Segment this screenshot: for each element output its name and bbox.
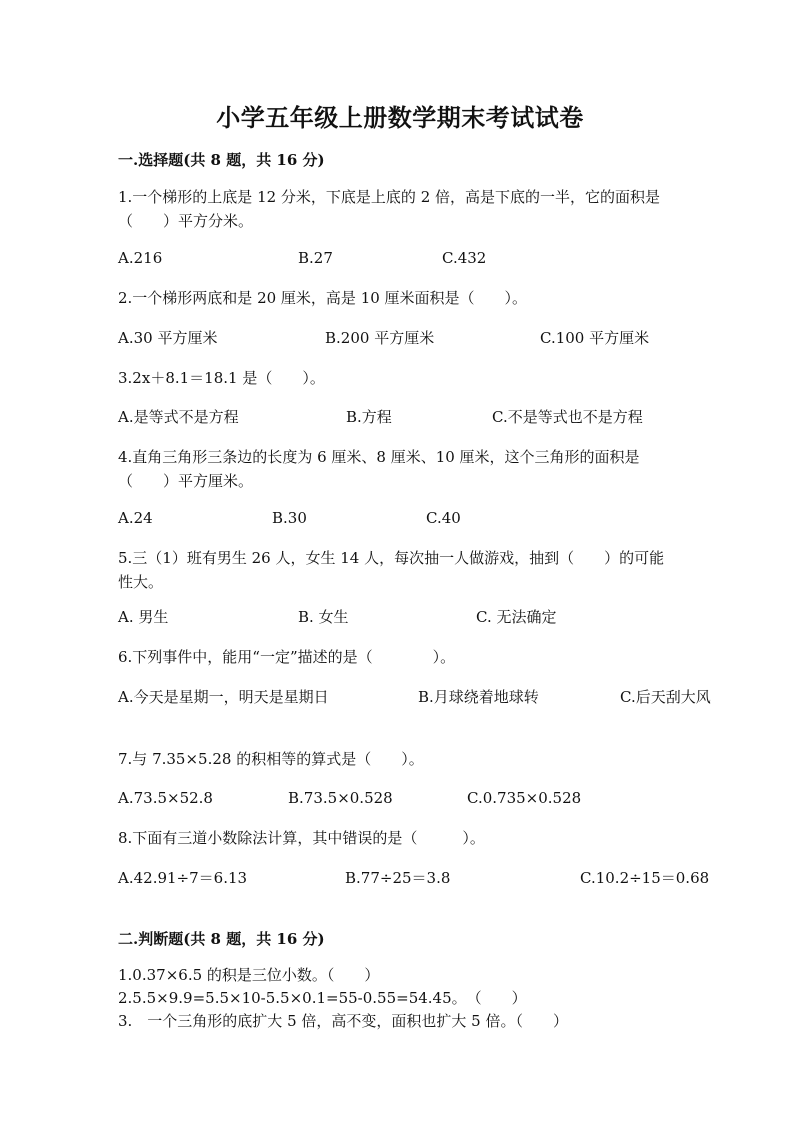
option-b: B.73.5×0.528: [288, 789, 393, 807]
section-heading-choice: 一.选择题(共 8 题，共 16 分): [118, 151, 325, 169]
option-c: C.100 平方厘米: [540, 329, 650, 347]
option-c: C.10.2÷15＝0.68: [580, 869, 710, 887]
question-8: 8.下面有三道小数除法计算，其中错误的是（ ）。: [118, 829, 485, 847]
judge-item-3: 3. 一个三角形的底扩大 5 倍，高不变，面积也扩大 5 倍。（ ）: [118, 1012, 568, 1030]
question-3: 3.2x＋8.1＝18.1 是（ ）。: [118, 369, 325, 387]
section-heading-judge: 二.判断题(共 8 题，共 16 分): [118, 930, 325, 948]
option-c: C.0.735×0.528: [467, 789, 582, 807]
option-c: C.不是等式也不是方程: [492, 408, 643, 426]
option-b: B.30: [272, 509, 307, 527]
option-a: A.24: [118, 509, 153, 527]
question-4: 4.直角三角形三条边的长度为 6 厘米、8 厘米、10 厘米，这个三角形的面积是（ ）平方厘米。: [118, 448, 640, 490]
option-c: C. 无法确定: [476, 608, 557, 626]
question-1: 1.一个梯形的上底是 12 分米，下底是上底的 2 倍，高是下底的一半，它的面积是（ ）平方分米。: [118, 188, 661, 230]
question-6: 6.下列事件中，能用“一定”描述的是（ ）。: [118, 648, 456, 666]
option-c: C.40: [426, 509, 461, 527]
option-a: A. 男生: [118, 608, 169, 626]
option-b: B.月球绕着地球转: [418, 688, 539, 706]
option-b: B.方程: [346, 408, 392, 426]
question-5: 5.三（1）班有男生 26 人，女生 14 人，每次抽一人做游戏，抽到（ ）的可能性大。: [118, 549, 665, 591]
option-a: A.42.91÷7＝6.13: [118, 869, 248, 887]
option-b: B.77÷25＝3.8: [345, 869, 451, 887]
option-c: C.后天刮大风: [620, 688, 711, 706]
option-a: A.是等式不是方程: [118, 408, 239, 426]
option-b: B. 女生: [298, 608, 349, 626]
question-2: 2.一个梯形两底和是 20 厘米，高是 10 厘米面积是（ ）。: [118, 289, 528, 307]
exam-title: 小学五年级上册数学期末考试试卷: [216, 103, 584, 132]
question-7: 7.与 7.35×5.28 的积相等的算式是（ ）。: [118, 750, 424, 768]
option-a: A.今天是星期一，明天是星期日: [118, 688, 329, 706]
judge-item-2: 2.5.5×9.9=5.5×10-5.5×0.1=55-0.55=54.45。 （ ）: [118, 989, 527, 1007]
option-b: B.200 平方厘米: [325, 329, 435, 347]
option-a: A.73.5×52.8: [118, 789, 213, 807]
option-b: B.27: [298, 249, 333, 267]
option-a: A.216: [118, 249, 163, 267]
judge-item-1: 1.0.37×6.5 的积是三位小数。（ ）: [118, 966, 380, 984]
option-c: C.432: [442, 249, 487, 267]
option-a: A.30 平方厘米: [118, 329, 218, 347]
